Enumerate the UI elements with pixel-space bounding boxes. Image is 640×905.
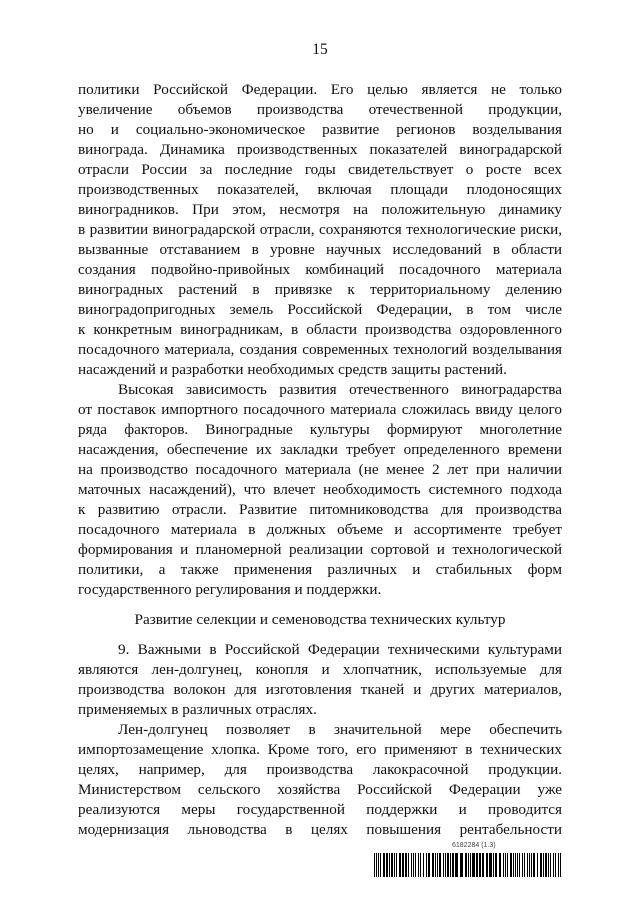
- section-heading: Развитие селекции и семеноводства технических культур: [134, 611, 506, 628]
- text-line: ряда факторов. Виноградные культуры формируют многолетние: [78, 421, 562, 438]
- text-line: реализуются меры государственной поддержки и проводится: [78, 801, 562, 818]
- text-line: отрасли России за последние годы свидетельствует о росте всех: [78, 161, 562, 178]
- text-line: насаждений и разработки необходимых средств защиты растений.: [78, 361, 507, 378]
- text-line: к развитию отрасли. Развитие питомниководства для производства: [78, 501, 562, 518]
- text-line: государственного регулирования и поддержки.: [78, 581, 382, 598]
- page-number: 15: [312, 41, 328, 58]
- text-line: политики Российской Федерации. Его целью является не только: [78, 81, 562, 98]
- text-line: виноградопригодных земель Российской Федерации, в том числе: [78, 301, 562, 318]
- text-line: на производство посадочного материала (не менее 2 лет при наличии: [78, 461, 562, 478]
- text-line: виноградников. При этом, несмотря на положительную динамику: [78, 201, 562, 218]
- text-line: производственных показателей, включая площади плодоносящих: [78, 181, 562, 198]
- text-line: целях, например, для производства лакокрасочной продукции.: [78, 761, 562, 778]
- text-line: создания подвойно-привойных комбинаций посадочного материала: [78, 261, 562, 278]
- text-line: от поставок импортного посадочного материала сложилась ввиду целого: [78, 401, 562, 418]
- text-line: к конкретным виноградникам, в области производства оздоровленного: [78, 321, 562, 338]
- text-line: 9. Важными в Российской Федерации техническими культурами: [118, 641, 562, 658]
- text-line: формирования и планомерной реализации сортовой и технологической: [78, 541, 562, 558]
- text-line: являются лен-долгунец, конопля и хлопчатник, используемые для: [78, 661, 562, 678]
- text-line: производства волокон для изготовления тканей и других материалов,: [78, 681, 562, 698]
- document-code: 6182284 (1.3): [452, 842, 496, 849]
- text-line: маточных насаждений), что влечет необходимость системного подхода: [78, 481, 562, 498]
- text-line: посадочного материала в должных объеме и ассортименте требует: [78, 521, 562, 538]
- text-line: вызванные отставанием в уровне научных исследований в области: [78, 241, 562, 258]
- text-line: посадочного материала, создания современных технологий возделывания: [78, 341, 562, 358]
- text-line: Министерством сельского хозяйства Российской Федерации уже: [78, 781, 562, 798]
- text-line: модернизация льноводства в целях повышения рентабельности: [78, 821, 562, 838]
- text-line: импортозамещение хлопка. Кроме того, его применяют в технических: [78, 741, 562, 758]
- barcode: [374, 853, 562, 877]
- text-line: винограда. Динамика производственных показателей виноградарской: [78, 141, 562, 158]
- text-line: увеличение объемов производства отечественной продукции,: [78, 101, 562, 118]
- text-line: насаждения, обеспечение их закладки требует определенного времени: [78, 441, 562, 458]
- text-line: в развитии виноградарской отрасли, сохраняются технологические риски,: [78, 221, 562, 238]
- text-line: применяемых в различных отраслях.: [78, 701, 317, 718]
- text-line: Лен-долгунец позволяет в значительной мере обеспечить: [118, 721, 562, 738]
- text-line: Высокая зависимость развития отечественного виноградарства: [118, 381, 562, 398]
- text-line: виноградных растений в привязке к территориальному делению: [78, 281, 562, 298]
- text-line: но и социально-экономическое развитие регионов возделывания: [78, 121, 562, 138]
- text-line: политики, а также применения различных и стабильных форм: [78, 561, 562, 578]
